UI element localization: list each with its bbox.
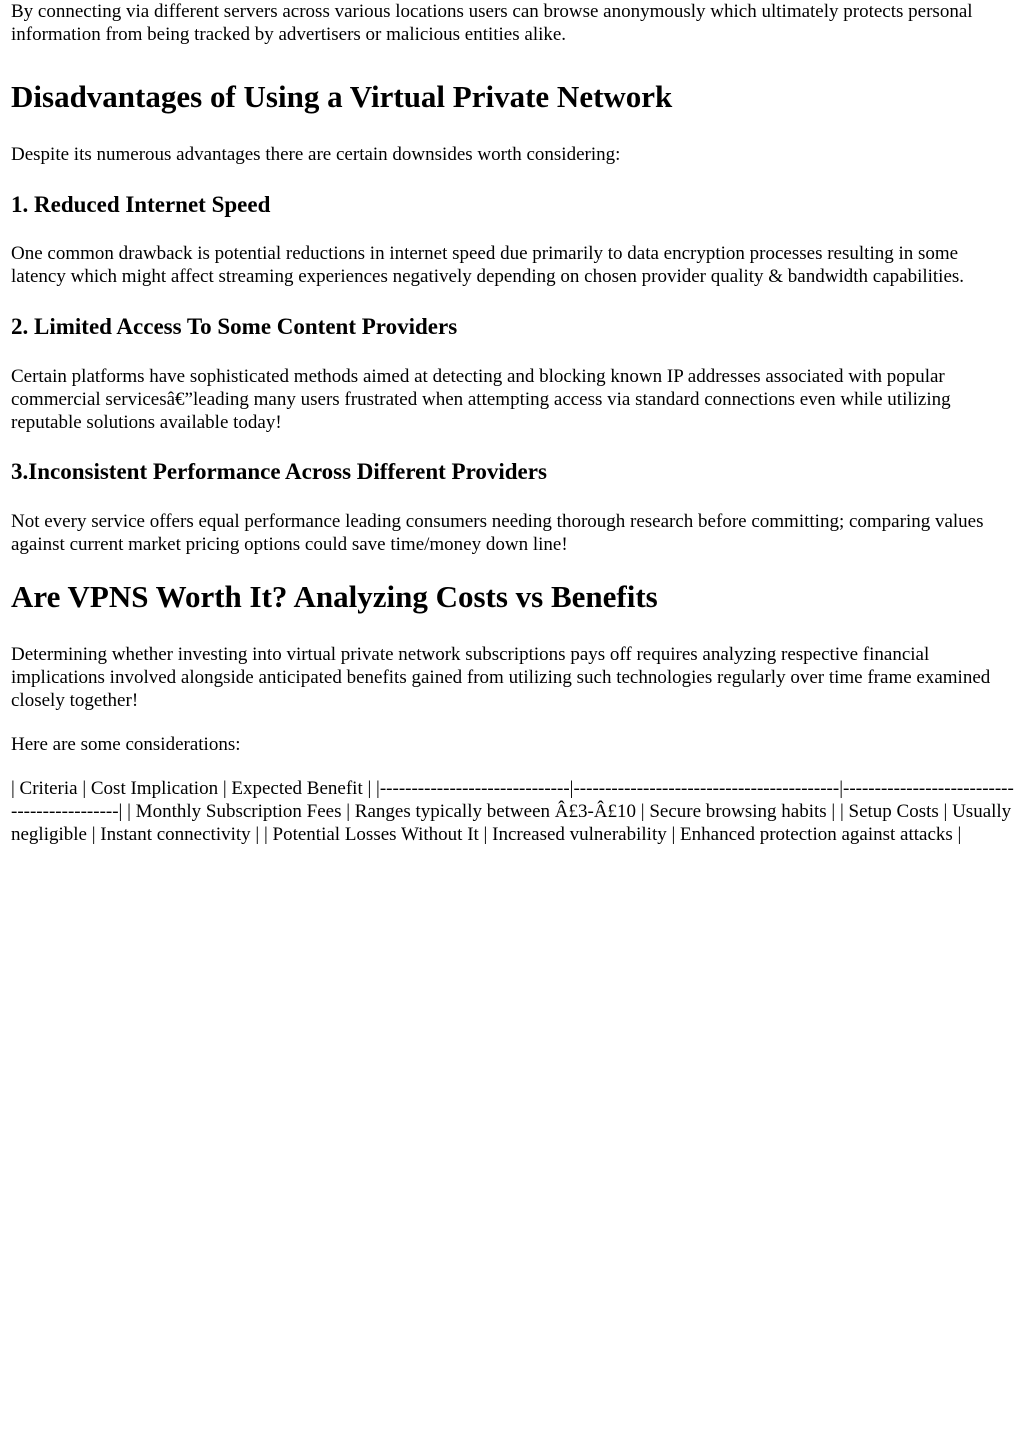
limited-access-heading: 2. Limited Access To Some Content Providers [11,314,458,339]
inconsistent-performance-paragraph: Not every service offers equal performance leading consumers needing thorough research before committing; comparing values against current market pricing options could save time/money down line! [11,511,984,555]
disadvantages-intro-paragraph: Despite its numerous advantages there are certain downsides worth considering: [11,144,621,165]
worth-it-paragraph: Determining whether investing into virtual private network subscriptions pays off requires analyzing respective financial implications involved alongside anticipated benefits gained from utilizing such technologies regularly over time frame examined closely together! [11,644,991,711]
intro-paragraph: By connecting via different servers across various locations users can browse anonymously which ultimately protects personal information from being tracked by advertisers or malicious entities alike. [11,1,973,45]
disadvantages-heading: Disadvantages of Using a Virtual Private Network [11,79,673,114]
inconsistent-performance-heading: 3.Inconsistent Performance Across Different Providers [11,459,547,484]
limited-access-paragraph: Certain platforms have sophisticated methods aimed at detecting and blocking known IP addresses associated with popular commercial servicesâ€”leading many users frustrated when attempting access via standard connections even while utilizing reputable solutions available today! [11,366,951,433]
reduced-speed-paragraph: One common drawback is potential reductions in internet speed due primarily to data encryption processes resulting in some latency which might affect streaming experiences negatively depending on chosen provider quality & bandwidth capabilities. [11,243,965,287]
considerations-paragraph: Here are some considerations: [11,734,241,755]
reduced-speed-heading: 1. Reduced Internet Speed [11,192,271,217]
raw-markdown-table: | Criteria | Cost Implication | Expected Benefit | |------------------------------|------------------------------------------|--------------------------------------------| | Monthly Subscription Fees | Ranges typically between Â£3-Â£10 | Secure browsing habits | | Setup Costs | Usually negligible | Instant connectivity | | Potential Losses Without It | Increased vulnerability | Enhanced protection against attacks | [11,778,1014,845]
worth-it-heading: Are VPNS Worth It? Analyzing Costs vs Benefits [11,579,658,614]
